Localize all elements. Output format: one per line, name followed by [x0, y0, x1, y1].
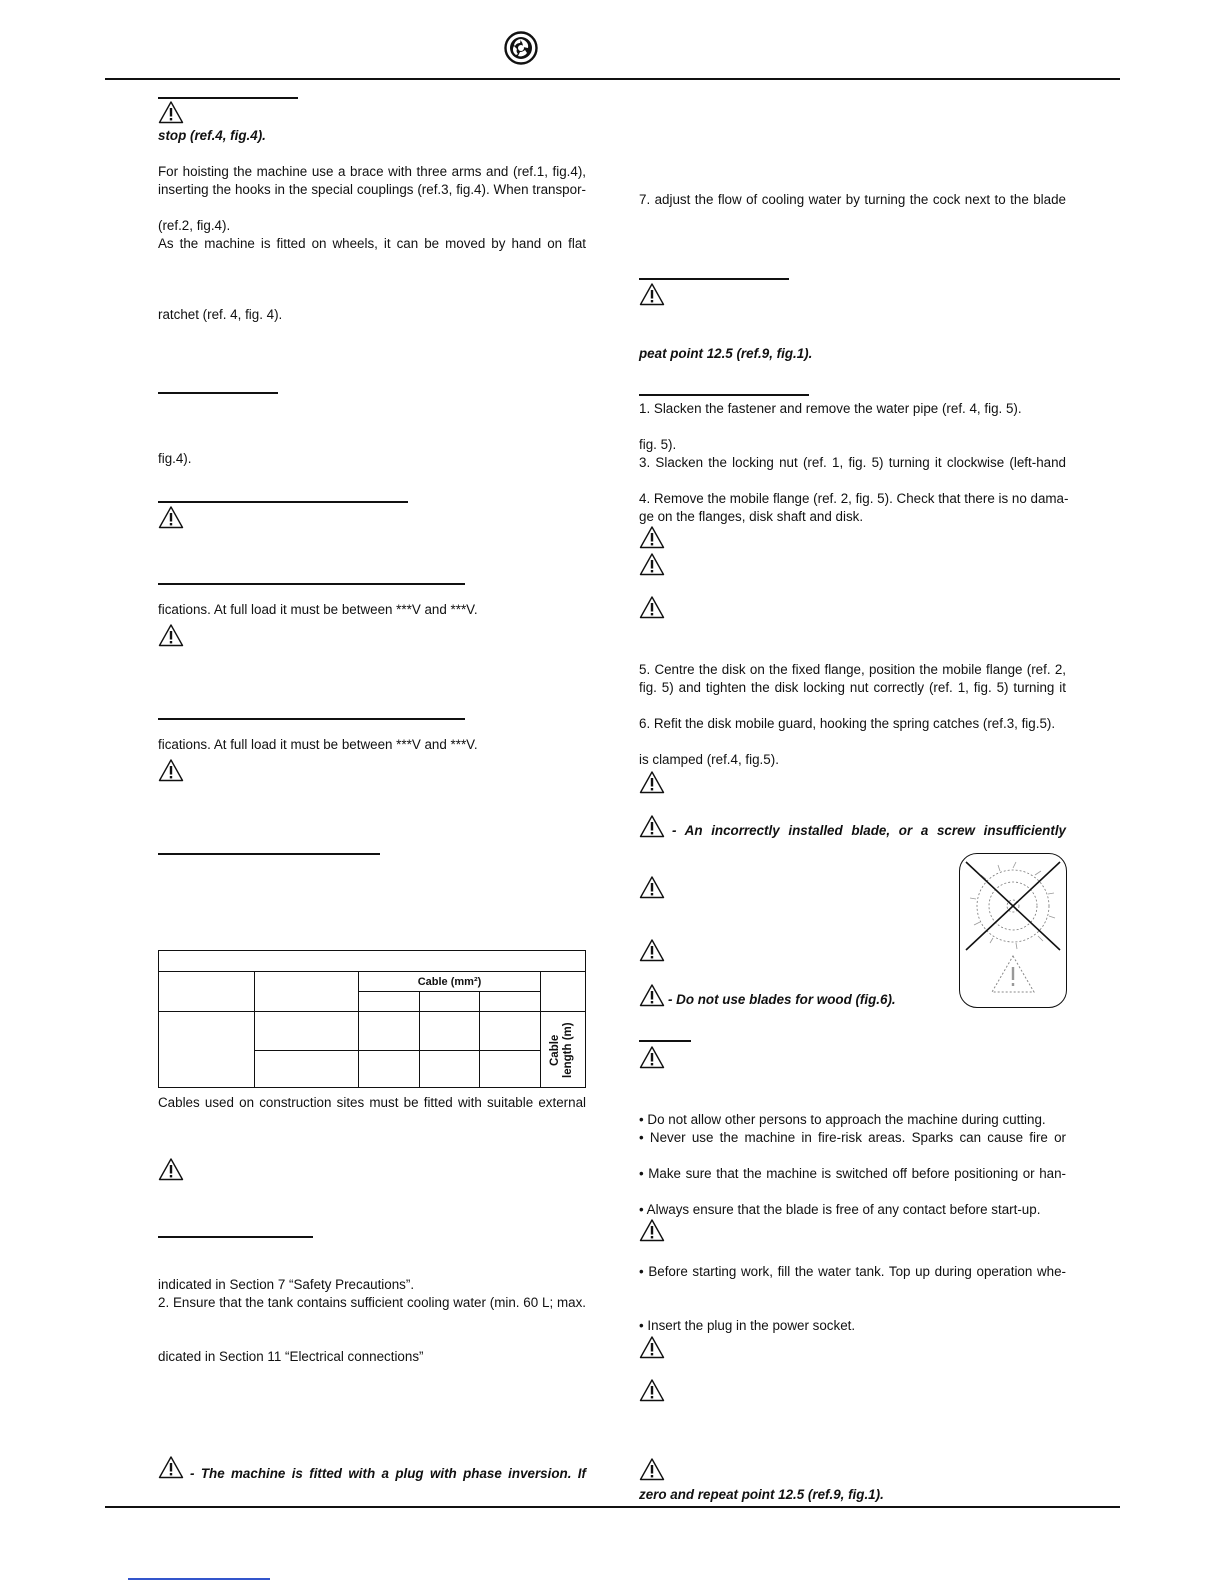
table-cell [419, 1012, 480, 1051]
table-cell [480, 1012, 541, 1051]
body-text-line: (ref.2, fig.4). [158, 218, 231, 233]
body-text-line: is clamped (ref.4, fig.5). [639, 752, 779, 767]
body-text-line: 2. Ensure that the tank contains sufficient cooling water (min. 60 L; max. [158, 1295, 586, 1310]
body-text-line: 4. Remove the mobile flange (ref. 2, fig. 5). Check that there is no dama- [639, 491, 1069, 506]
section-heading-underline [639, 394, 809, 396]
section-heading-underline [158, 583, 465, 585]
warning-text: - An incorrectly installed blade, or a screw insufficiently [672, 823, 1066, 838]
section-heading-underline [158, 718, 465, 720]
body-text-line: ge on the flanges, disk shaft and disk. [639, 509, 864, 524]
body-text-line: • Do not allow other persons to approach the machine during cutting. [639, 1112, 1046, 1127]
body-text-line: Cables used on construction sites must be fitted with suitable external [158, 1095, 586, 1110]
body-text-line: • Before starting work, fill the water tank. Top up during operation whe- [639, 1264, 1066, 1279]
section-heading-underline [158, 1236, 313, 1238]
table-title-cell [159, 951, 586, 972]
cable-table [158, 950, 586, 1088]
table-cell [358, 1012, 419, 1051]
body-text-line: inserting the hooks in the special couplings (ref.3, fig.4). When transpor- [158, 182, 586, 197]
warning-text: stop (ref.4, fig.4). [158, 128, 266, 143]
warning-icon [639, 282, 665, 306]
section-heading-underline [639, 1040, 691, 1042]
section-heading-underline [639, 278, 789, 280]
warning-icon [639, 875, 665, 899]
warning-icon [639, 1378, 665, 1402]
section-heading-underline [158, 392, 278, 394]
crossed-wood-blade-icon [960, 854, 1066, 1007]
warning-icon [639, 595, 665, 619]
cable-length-cell [541, 1012, 586, 1088]
body-text-line: fig. 5) and tighten the disk locking nut correctly (ref. 1, fig. 5) turning it [639, 680, 1066, 695]
warning-icon [639, 1045, 665, 1069]
table-cell [255, 972, 358, 1012]
warning-icon [639, 1457, 665, 1481]
body-text-line: • Never use the machine in fire-risk areas. Sparks can cause fire or [639, 1130, 1066, 1145]
warning-icon [158, 100, 184, 124]
body-text-line: fig. 5). [639, 437, 677, 452]
body-text-line: fications. At full load it must be between ***V and ***V. [158, 602, 478, 617]
body-text-line: As the machine is fitted on wheels, it can be moved by hand on flat [158, 236, 586, 251]
warning-icon [639, 770, 665, 794]
cable-header-cell: Cable (mm²) [358, 972, 540, 992]
footer-rule [105, 1506, 1120, 1508]
warning-icon [158, 1157, 184, 1181]
brand-logo-icon [504, 31, 538, 65]
header-rule [105, 78, 1120, 80]
body-text-line: indicated in Section 7 “Safety Precautions”. [158, 1277, 415, 1292]
warning-text: - The machine is fitted with a plug with phase inversion. If [190, 1466, 586, 1481]
table-cell [255, 1051, 358, 1088]
section-heading-underline [158, 501, 408, 503]
body-text-line: 5. Centre the disk on the fixed flange, position the mobile flange (ref. 2, [639, 662, 1066, 677]
table-cell [419, 1051, 480, 1088]
body-text-line: 3. Slacken the locking nut (ref. 1, fig. 5) turning it clockwise (left-hand [639, 455, 1066, 470]
body-text-line: • Always ensure that the blade is free of any contact before start-up. [639, 1202, 1041, 1217]
table-cell [159, 972, 255, 1012]
warning-text: peat point 12.5 (ref.9, fig.1). [639, 346, 813, 361]
cable-length-label: Cable length (m) [549, 1021, 575, 1078]
table-cell [159, 1012, 255, 1088]
warning-icon [158, 758, 184, 782]
table-cell [480, 992, 541, 1012]
table-cell [358, 1051, 419, 1088]
no-wood-blade-figure [959, 853, 1067, 1008]
warning-icon [639, 1335, 665, 1359]
body-text-line: dicated in Section 11 “Electrical connections” [158, 1349, 424, 1364]
body-text-line: fig.4). [158, 451, 192, 466]
body-text-line: 1. Slacken the fastener and remove the water pipe (ref. 4, fig. 5). [639, 401, 1022, 416]
body-text-line: 7. adjust the flow of cooling water by turning the cock next to the blade [639, 192, 1066, 207]
body-text-line: 6. Refit the disk mobile guard, hooking the spring catches (ref.3, fig.5). [639, 716, 1056, 731]
section-heading-underline [158, 97, 298, 99]
warning-icon [639, 1218, 665, 1242]
body-text-line: For hoisting the machine use a brace with three arms and (ref.1, fig.4), [158, 164, 586, 179]
warning-text: - Do not use blades for wood (fig.6). [668, 992, 896, 1007]
warning-icon [158, 1455, 184, 1479]
section-heading-underline [158, 853, 380, 855]
warning-text: zero and repeat point 12.5 (ref.9, fig.1). [639, 1487, 884, 1502]
warning-icon [639, 525, 665, 549]
warning-icon [639, 814, 665, 838]
table-cell [541, 972, 586, 1012]
table-cell [255, 1012, 358, 1051]
table-cell [419, 992, 480, 1012]
warning-icon [639, 938, 665, 962]
warning-icon [158, 505, 184, 529]
body-text-line: ratchet (ref. 4, fig. 4). [158, 307, 283, 322]
body-text-line: • Make sure that the machine is switched off before positioning or han- [639, 1166, 1066, 1181]
body-text-line: • Insert the plug in the power socket. [639, 1318, 856, 1333]
table-cell [480, 1051, 541, 1088]
body-text-line: fications. At full load it must be between ***V and ***V. [158, 737, 478, 752]
warning-icon [639, 552, 665, 576]
footer-link-underline[interactable] [128, 1578, 270, 1580]
table-cell [358, 992, 419, 1012]
warning-icon [158, 623, 184, 647]
warning-icon [639, 983, 665, 1007]
